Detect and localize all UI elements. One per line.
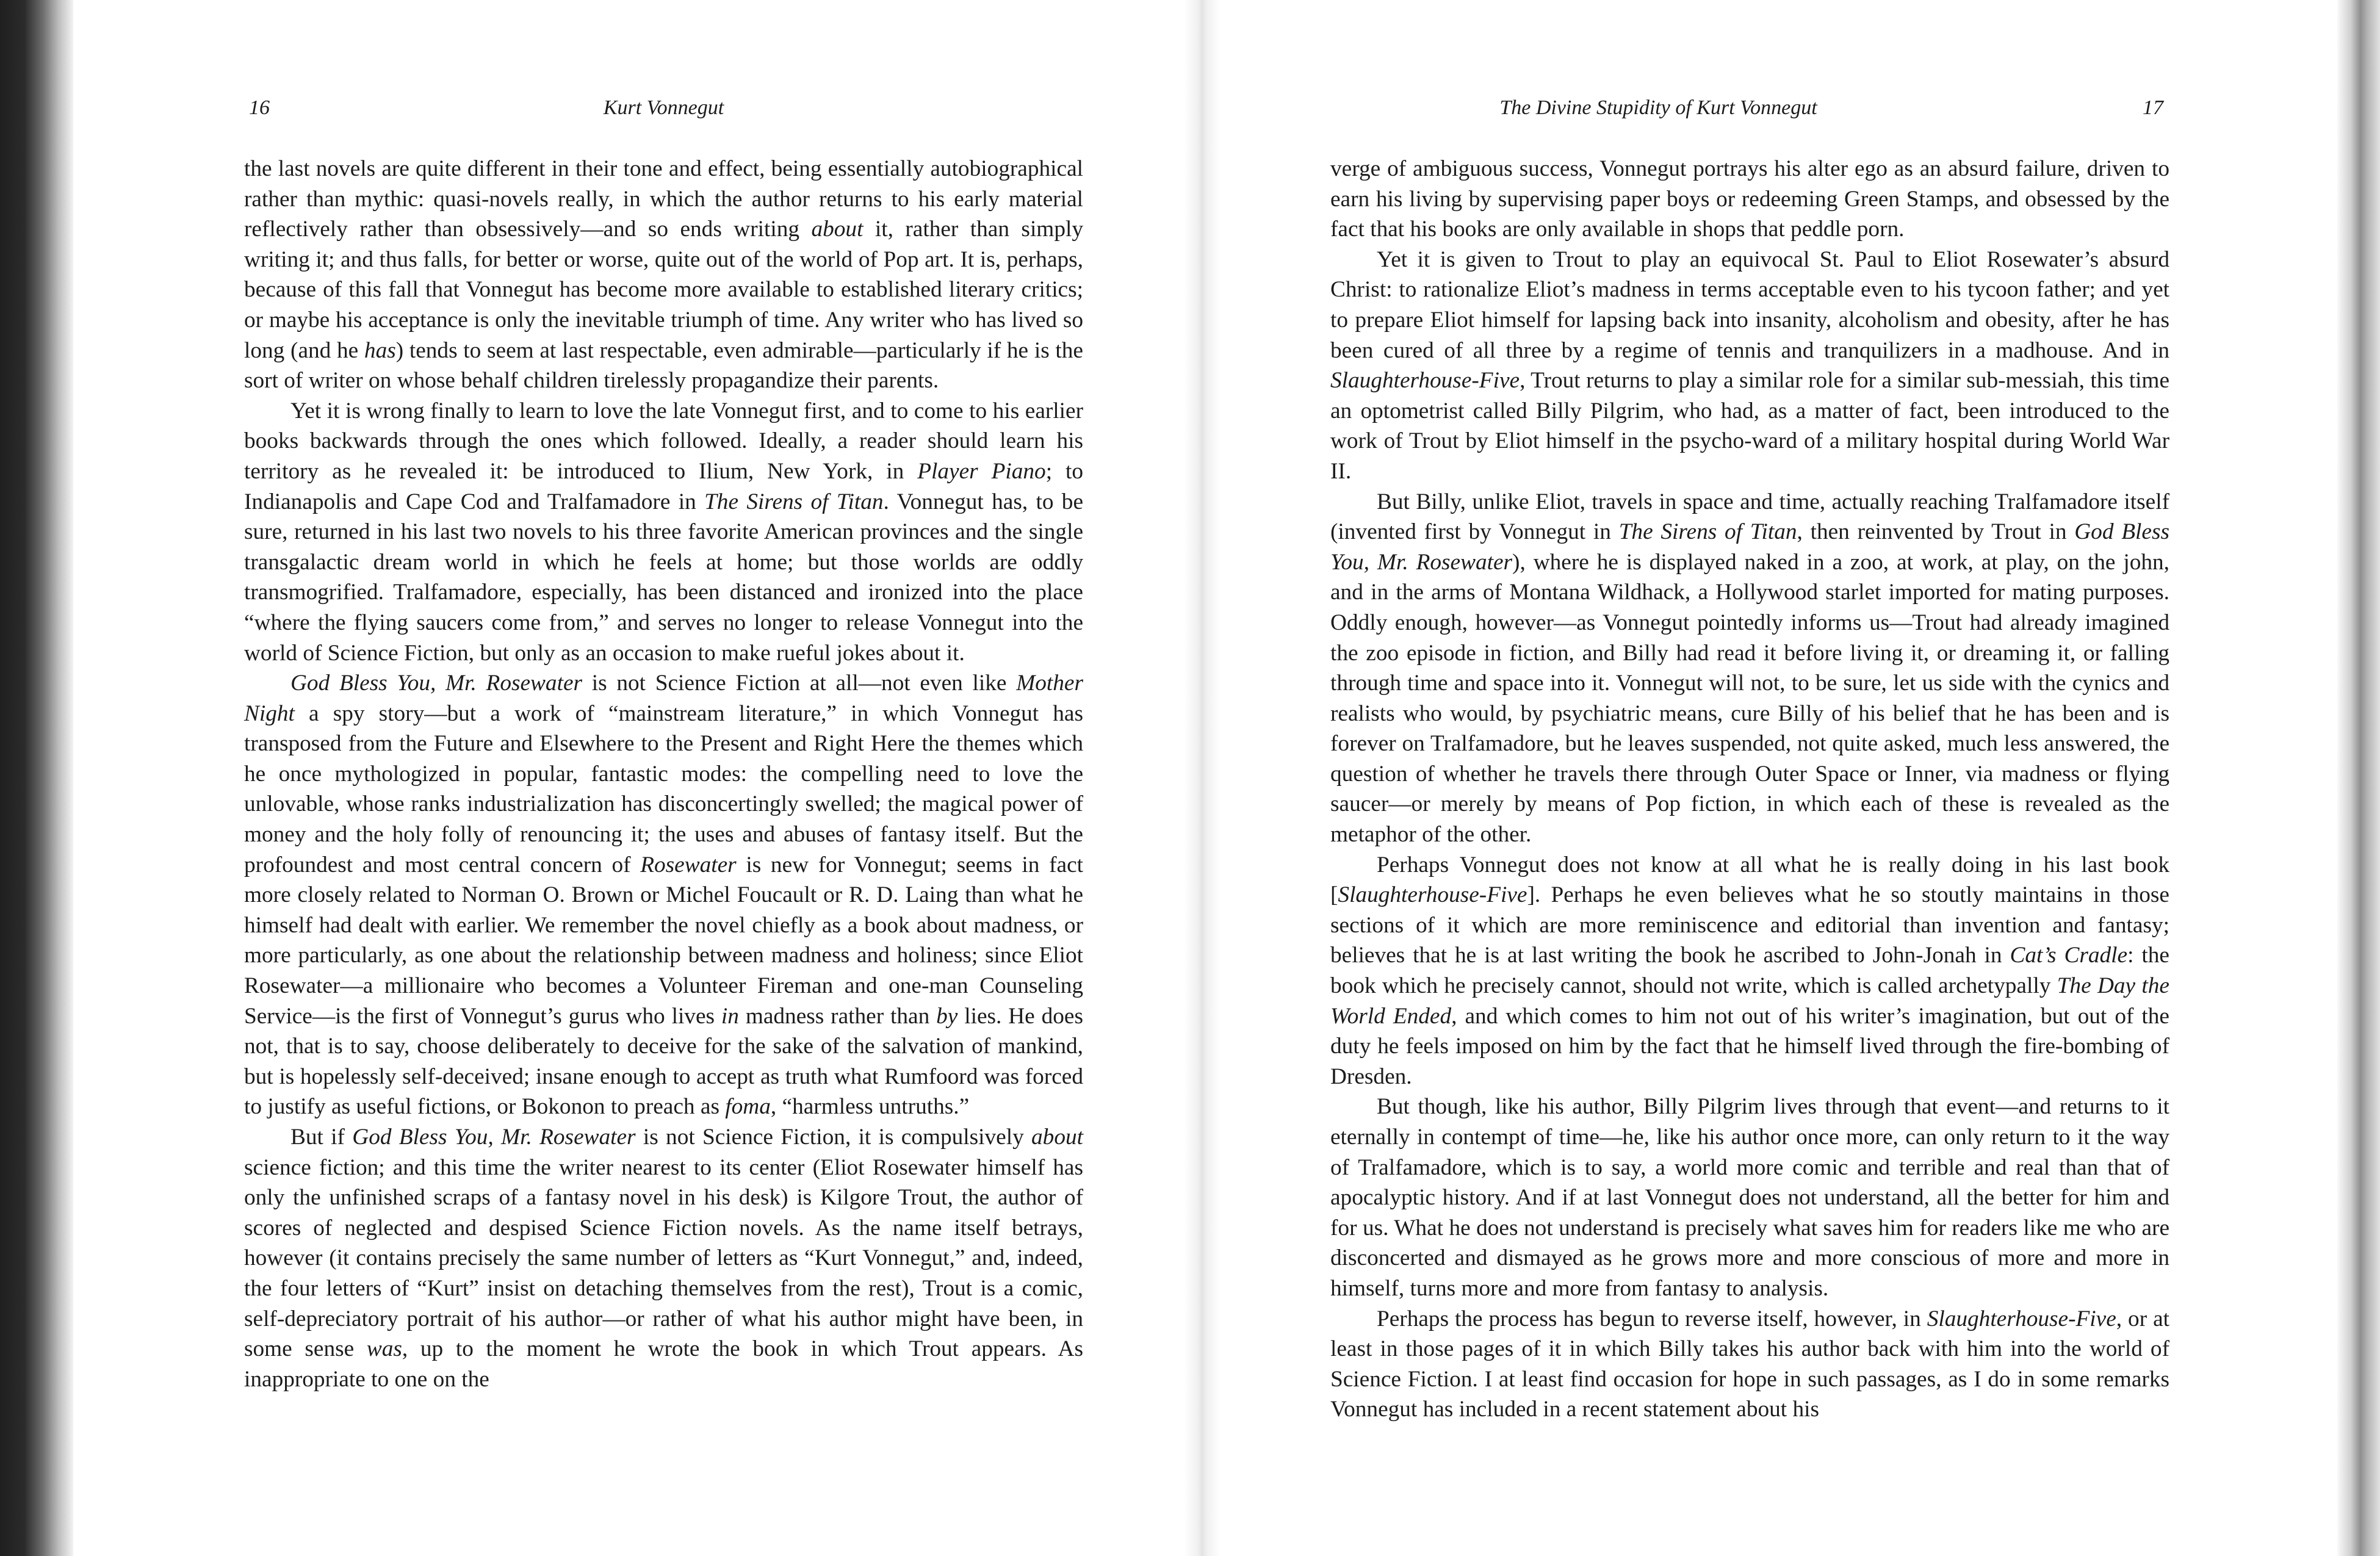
left-body-text: [244, 154, 1083, 1394]
italic-text: Slaughterhouse-Five: [1927, 1306, 2116, 1331]
paragraph: [1330, 1304, 2169, 1425]
italic-text: by: [936, 1003, 958, 1029]
italic-text: The Sirens of Titan: [704, 489, 884, 514]
italic-text: about: [1031, 1125, 1083, 1150]
text-run: , and which comes to him not out of his writer’s imagination, but out of the duty he feels imposed on him by the fact that he himself lived through the fire-bombing of Dresden.: [1330, 1003, 2169, 1089]
italic-text: Cat’s Cradle: [2010, 943, 2128, 968]
italic-text: God Bless You, Mr. Rosewater: [1330, 519, 2169, 575]
italic-text: The Day the World Ended: [1330, 973, 2169, 1029]
text-run: , or at least in those pages of it in which Billy takes his author back with him into the world of Science Fiction. I at least find occasion for hope in such passages, as I do in some remarks Vonnegut has included in a recent statement about his: [1330, 1306, 2169, 1422]
text-run: is new for Vonnegut; seems in fact more closely related to Norman O. Brown or Michel Foucault or R. D. Laing than what he himself had dealt with earlier. We remember the novel chiefly as a book about madness, or more particularly, as one about the relationship between madness and holiness; since Eliot Rosewater—a millionaire who becomes a Volunteer Fireman and one-man Counseling Service—is the first of Vonnegut’s gurus who lives: [244, 852, 1084, 1029]
right-body-text: [1330, 154, 2169, 1425]
italic-text: foma: [725, 1094, 771, 1120]
right-running-title: The Divine Stupidity of Kurt Vonnegut: [1499, 96, 1817, 119]
text-run: . Vonnegut has, to be sure, returned in his last two novels to his three favorite American provinces and the single transgalactic dream world in which he feels at home; but those worlds are oddly transmogrified. Tralfamadore, especially, has been distanced and ironized into the place “where the flying saucers come from,” and serves no longer to release Vonnegut into the world of Science Fiction, but only as an occasion to make rueful jokes about it.: [244, 489, 1084, 666]
italic-text: about: [811, 217, 864, 242]
paragraph: [1330, 487, 2169, 850]
italic-text: The Sirens of Titan: [1618, 519, 1797, 545]
italic-text: God Bless You, Mr. Rosewater: [290, 671, 583, 696]
left-running-head: [244, 96, 1083, 127]
italic-text: God Bless You, Mr. Rosewater: [352, 1125, 636, 1150]
text-run: , Trout returns to play a similar role for a similar sub-messiah, this time an optometrist called Billy Pilgrim, who had, as a matter of fact, been introduced to the work of Trout by Eliot himself in the psycho-ward of a military hospital during World War II.: [1330, 368, 2169, 484]
paragraph: [1330, 154, 2169, 245]
text-run: Yet it is wrong finally to learn to love the late Vonnegut first, and to come to his earlier books backwards through the ones which followed. Ideally, a reader should learn his territory as he revealed it: be introduced to Ilium, New York, in: [244, 398, 1083, 484]
left-running-title: Kurt Vonnegut: [603, 96, 724, 119]
right-book-edge: [2337, 0, 2380, 1556]
right-page-number: 17: [2143, 96, 2163, 119]
right-running-head: [1330, 96, 2169, 127]
text-run: Perhaps the process has begun to reverse itself, however, in: [1377, 1306, 1927, 1331]
paragraph: [244, 1122, 1083, 1394]
left-book-edge: [0, 0, 73, 1556]
paragraph: [1330, 1092, 2169, 1303]
paragraph: [244, 668, 1083, 1122]
text-run: verge of ambiguous success, Vonnegut portrays his alter ego as an absurd failure, driven to earn his living by supervising paper boys or redeeming Green Stamps, and obsessed by the fact that his books are only available in shops that peddle porn.: [1330, 156, 2169, 242]
italic-text: Player Piano: [917, 458, 1046, 484]
text-run: Yet it is given to Trout to play an equivocal St. Paul to Eliot Rosewater’s absurd Christ: to rationalize Eliot’s madness in terms acceptable even to his tycoon father; and yet to prepare Eliot himself for lapsing back into insanity, alcoholism and obesity, after he has been cured of all three by a regime of tennis and tranquilizers in a madhouse. And in: [1330, 247, 2169, 363]
italic-text: in: [721, 1003, 739, 1029]
paragraph: [244, 396, 1083, 668]
text-run: ) tends to seem at last respectable, even admirable—particularly if he is the sort of writer on whose behalf children tirelessly propagandize their parents.: [244, 337, 1083, 394]
paragraph: [1330, 850, 2169, 1092]
italic-text: Mother Night: [244, 671, 1083, 726]
text-run: lies. He does not, that is to say, choose deliberately to deceive for the sake of the salvation of mankind, but is hopelessly self-deceived; insane enough to accept as truth what Rumfoord was forced to justify as useful fictions, or Bokonon to preach as: [244, 1003, 1083, 1120]
italic-text: has: [364, 337, 396, 363]
text-run: But Billy, unlike Eliot, travels in space and time, actually reaching Tralfamadore itself (invented first by Vonnegut in: [1330, 489, 2169, 545]
book-gutter: [1184, 0, 1221, 1556]
italic-text: Rosewater: [640, 852, 737, 877]
text-run: : the book which he precisely cannot, should not write, which is called archetypally: [1330, 943, 2169, 999]
text-run: , then reinvented by Trout in: [1797, 519, 2075, 545]
text-run: madness rather than: [738, 1003, 937, 1029]
right-page: [1330, 0, 2169, 1556]
text-run: the last novels are quite different in their tone and effect, being essentially autobiographical rather than mythic: quasi-novels really, in which the author returns to his early material reflectively rather than obsessively—and so ends writing: [244, 156, 1083, 242]
text-run: a spy story—but a work of “mainstream literature,” in which Vonnegut has transposed from the Future and Elsewhere to the Present and Right Here the themes which he once mythologized in popular, fantastic modes: the compelling need to love the unlovable, whose ranks industrialization has disconcertingly swelled; the magical power of money and the holy folly of renouncing it; the uses and abuses of fantasy itself. But the profoundest and most central concern of: [244, 701, 1083, 877]
text-run: , “harmless untruths.”: [770, 1094, 970, 1120]
text-run: ; to Indianapolis and Cape Cod and Tralfamadore in: [244, 458, 1083, 514]
italic-text: Slaughterhouse-Five: [1338, 882, 1527, 908]
text-run: Perhaps Vonnegut does not know at all what he is really doing in his last book [: [1330, 852, 2169, 908]
paragraph: [244, 154, 1083, 396]
text-run: it, rather than simply writing it; and thus falls, for better or worse, quite out of the world of Pop art. It is, perhaps, because of this fall that Vonnegut has become more available to established literary critics; or maybe his acceptance is only the inevitable triumph of time. Any writer who has lived so long (and he: [244, 217, 1083, 363]
italic-text: Slaughterhouse-Five: [1330, 368, 1520, 394]
text-run: ]. Perhaps he even believes what he so stoutly maintains in those sections of it which are more reminiscence and editorial than invention and fantasy; believes that he is at last writing the book he ascribed to John-Jonah in: [1330, 882, 2169, 968]
left-page: [244, 0, 1083, 1556]
text-run: ), where he is displayed naked in a zoo, at work, at play, on the john, and in the arms of Montana Wildhack, a Hollywood starlet imported for mating purposes. Oddly enough, however—as Vonnegut pointedly informs us—Trout had already imagined the zoo episode in fiction, and Billy had read it before living it, or dreaming it, or falling through time and space into it. Vonnegut will not, to be sure, let us side with the cynics and realists who would, by psychiatric means, cure Billy of his belief that he has been and is forever on Tralfamadore, but he leaves suspended, not quite asked, much less answered, the question of whether he travels there through Outer Space or Inner, via madness or flying saucer—or merely by means of Pop fiction, in which each of these is revealed as the metaphor of the other.: [1330, 549, 2169, 848]
text-run: is not Science Fiction, it is compulsively: [635, 1125, 1032, 1150]
italic-text: was: [366, 1336, 402, 1362]
text-run: But though, like his author, Billy Pilgrim lives through that event—and returns to it eternally in contempt of time—he, like his author once more, can only return to it the way of Tralfamadore, which is to say, a world more comic and terrible and real than that of apocalyptic history. And if at last Vonnegut does not understand, all the better for him and for us. What he does not understand is precisely what saves him for readers like me who are disconcerted and dismayed as he grows more and more conscious of more and more in himself, turns more and more from fantasy to analysis.: [1330, 1094, 2169, 1301]
text-run: But if: [290, 1125, 353, 1150]
text-run: is not Science Fiction at all—not even like: [582, 671, 1017, 696]
text-run: science fiction; and this time the writer nearest to its center (Eliot Rosewater himself has only the unfinished scraps of a fantasy novel in his desk) is Kilgore Trout, the author of scores of neglected and despised Science Fiction novels. As the name itself betrays, however (it contains precisely the same number of letters as “Kurt Vonnegut,” and, indeed, the four letters of “Kurt” insist on detaching themselves from the rest), Trout is a comic, self-depreciatory portrait of his author—or rather of what his author might have been, in some sense: [244, 1154, 1083, 1362]
text-run: , up to the moment he wrote the book in which Trout appears. As inappropriate to one on the: [244, 1336, 1083, 1392]
paragraph: [1330, 245, 2169, 487]
left-page-number: 16: [249, 96, 270, 119]
